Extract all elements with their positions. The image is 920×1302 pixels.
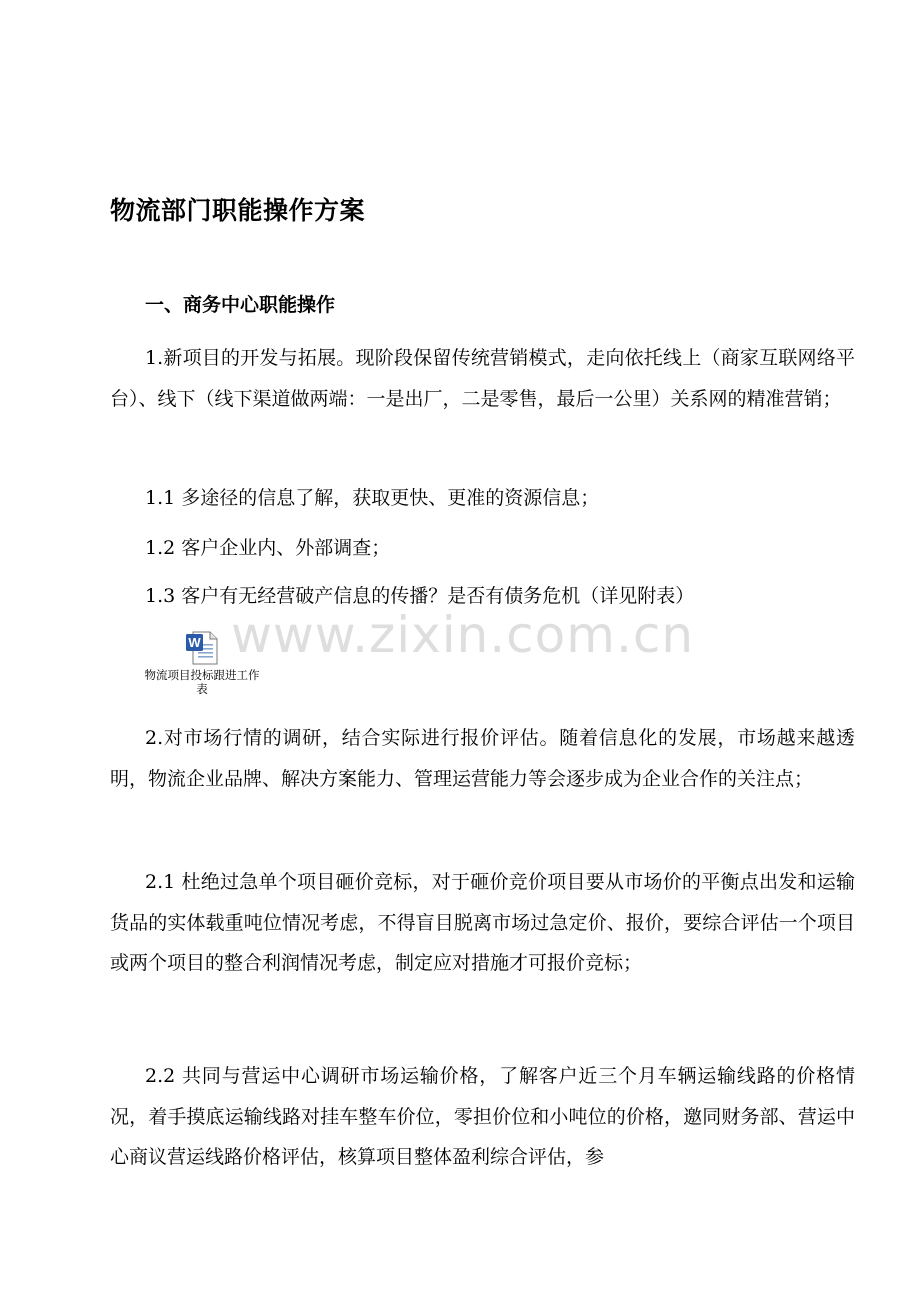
- svg-text:W: W: [188, 635, 201, 650]
- section-heading: 一、商务中心职能操作: [145, 294, 336, 316]
- paragraph-1-1: 1.1 多途径的信息了解，获取更快、更准的资源信息；: [145, 487, 600, 509]
- watermark: www.zixin.com.cn: [231, 606, 695, 664]
- document-title: 物流部门职能操作方案: [110, 196, 366, 225]
- paragraph-2-2: 2.2 共同与营运中心调研市场运输价格，了解客户近三个月车辆运输线路的价格情况，着手摸底运输线路对挂车整车价位，零担价位和小吨位的价格，邀同财务部、营运中心商议营运线路价格评估，核算项目整体盈利综合评估，参: [110, 1065, 855, 1168]
- embedded-attachment[interactable]: [143, 630, 261, 696]
- paragraph-2: 2.对市场行情的调研，结合实际进行报价评估。随着信息化的发展，市场越来越透明，物流企业品牌、解决方案能力、管理运营能力等会逐步成为企业合作的关注点；: [110, 727, 855, 790]
- paragraph-2-1: 2.1 杜绝过急单个项目砸价竞标，对于砸价竞价项目要从市场价的平衡点出发和运输货品的实体载重吨位情况考虑，不得盲目脱离市场过急定价、报价，要综合评估一个项目或两个项目的整合利润情况考虑，制定应对措施才可报价竞标；: [110, 871, 855, 974]
- attachment-label: 物流项目投标跟进工作表: [144, 668, 260, 696]
- paragraph-1: 1.新项目的开发与拓展。现阶段保留传统营销模式，走向依托线上（商家互联网络平台）、线下（线下渠道做两端：一是出厂，二是零售，最后一公里）关系网的精准营销；: [110, 347, 855, 410]
- paragraph-1-2: 1.2 客户企业内、外部调查；: [145, 537, 391, 559]
- word-document-icon: [184, 630, 220, 666]
- paragraph-1-3: 1.3 客户有无经营破产信息的传播？是否有债务危机（详见附表）: [145, 585, 695, 607]
